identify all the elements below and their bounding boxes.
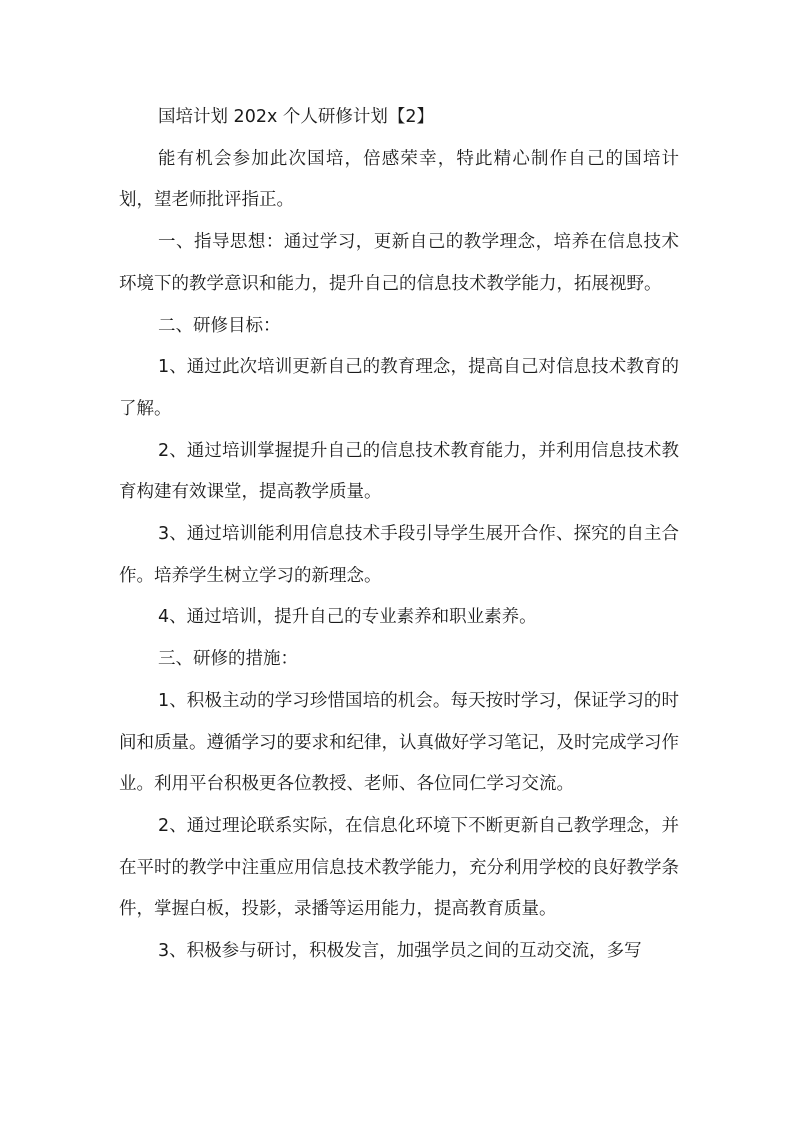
paragraph-goal-2: 2、通过培训掌握提升自己的信息技术教育能力，并利用信息技术教育构建有效课堂，提高教学质量。: [119, 440, 679, 503]
document-title: 国培计划 202x 个人研修计划【2】: [158, 107, 435, 127]
paragraph-guiding-thought: 一、指导思想：通过学习，更新自己的教学理念，培养在信息技术环境下的教学意识和能力，提升自己的信息技术教学能力，拓展视野。: [119, 232, 679, 294]
paragraph-measure-1: 1、积极主动的学习珍惜国培的机会。每天按时学习，保证学习的时间和质量。遵循学习的要求和纪律，认真做好学习笔记，及时完成学习作业。利用平台积极更各位教授、老师、各位同仁学习交流。: [119, 690, 679, 795]
paragraph-intro: 能有机会参加此次国培，倍感荣幸，特此精心制作自己的国培计划，望老师批评指正。: [119, 148, 679, 211]
heading-study-goals: 二、研修目标：: [158, 315, 281, 336]
paragraph-goal-1: 1、通过此次培训更新自己的教育理念，提高自己对信息技术教育的了解。: [119, 357, 679, 419]
paragraph-measure-3: 3、积极参与研讨，积极发言，加强学员之间的互动交流，多写: [158, 941, 642, 962]
paragraph-goal-4: 4、通过培训，提升自己的专业素养和职业素养。: [158, 607, 537, 628]
document-body: [119, 97, 679, 973]
heading-study-measures: 三、研修的措施：: [158, 649, 298, 670]
paragraph-measure-2: 2、通过理论联系实际，在信息化环境下不断更新自己教学理念，并在平时的教学中注重应用信息技术教学能力，充分利用学校的良好教学条件，掌握白板，投影，录播等运用能力，提高教育质量。: [119, 815, 679, 920]
paragraph-goal-3: 3、通过培训能利用信息技术手段引导学生展开合作、探究的自主合作。培养学生树立学习的新理念。: [119, 524, 679, 586]
